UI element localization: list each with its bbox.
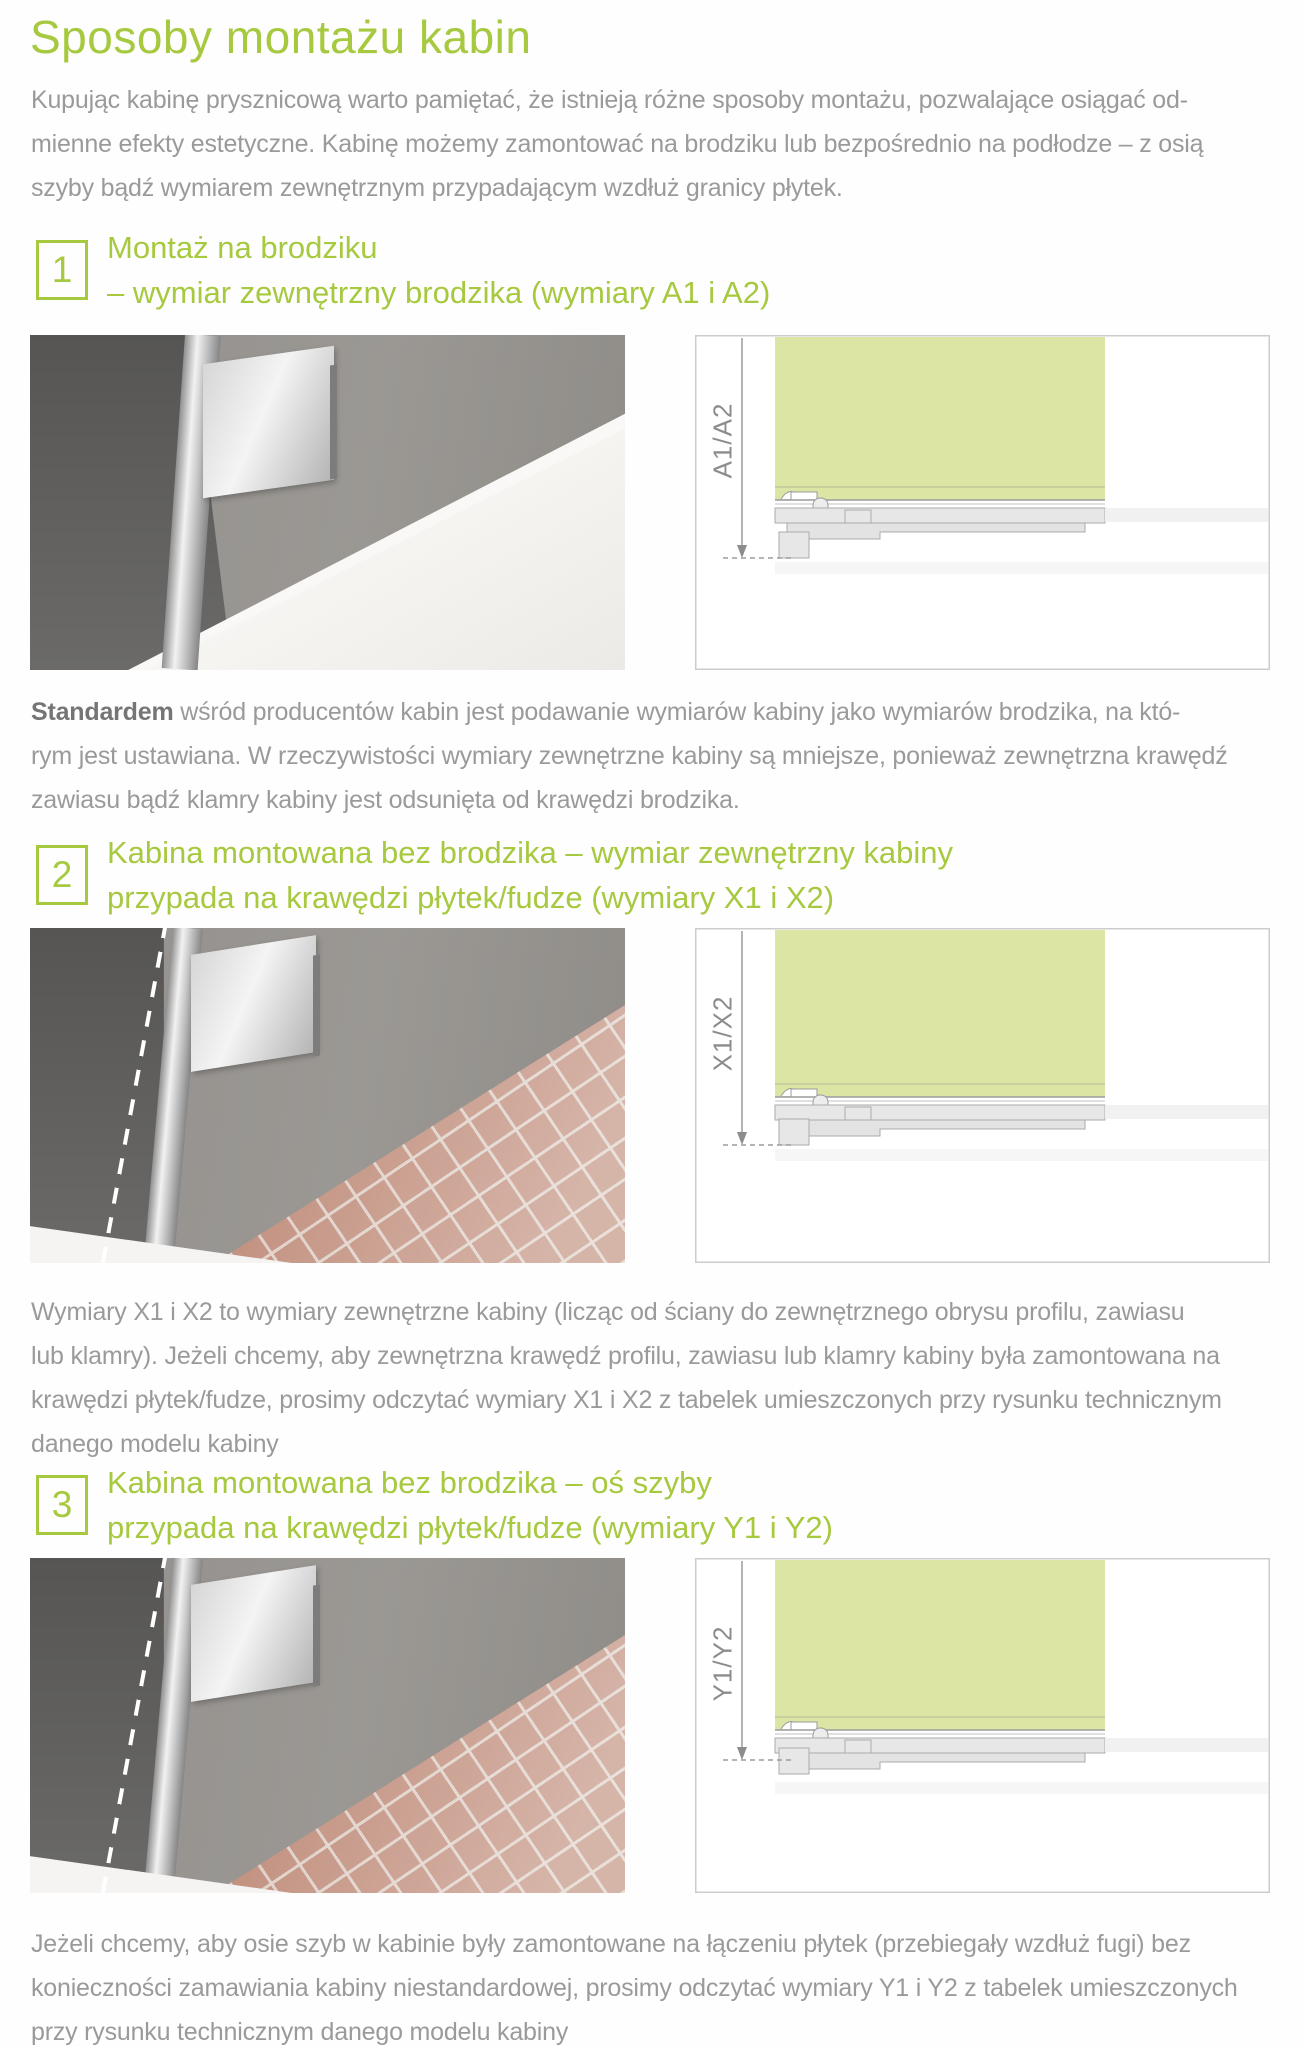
intro-line: mienne efekty estetyczne. Kabinę możemy zamontować na brodziku lub bezpośrednio na podłodze – z osią [31, 130, 1204, 158]
section-number: 3 [51, 1484, 73, 1525]
intro-line: szyby bądź wymiarem zewnętrznym przypadającym wzdłuż granicy płytek. [31, 174, 843, 202]
installation-diagram-x [695, 928, 1270, 1263]
heading-line: przypada na krawędzi płytek/fudze (wymiary X1 i X2) [107, 880, 835, 915]
section-3-note [31, 1922, 1281, 2046]
note-bold: Standardem [31, 698, 174, 726]
dimension-label-y1-y2: Y1/Y2 [707, 1625, 738, 1701]
section-2-diagram [695, 928, 1270, 1263]
section-2-note [31, 1290, 1281, 1466]
section-2-photo-tiled-floor [30, 928, 625, 1263]
dimension-label-x1-x2: X1/X2 [707, 995, 738, 1071]
section-1-number-box [36, 240, 88, 300]
note-line: Standardem wśród producentów kabin jest podawanie wymiarów kabiny jako wymiarów brodzika, na któ- [31, 698, 1181, 726]
heading-line: Kabina montowana bez brodzika – oś szyby [107, 1465, 712, 1500]
installation-diagram-y [695, 1558, 1270, 1893]
section-number: 2 [51, 854, 73, 895]
heading-line: Montaż na brodziku [107, 230, 378, 265]
intro-paragraph [31, 78, 1281, 210]
dimension-label-a1-a2: A1/A2 [707, 402, 738, 478]
intro-line: Kupując kabinę prysznicową warto pamiętać, że istnieją różne sposoby montażu, pozwalające osiągać od- [31, 86, 1188, 114]
note-line: danego modelu kabiny [31, 1430, 279, 1458]
section-1-photo-shower-tray [30, 335, 625, 670]
section-1-diagram [695, 335, 1270, 670]
note-line: Jeżeli chcemy, aby osie szyb w kabinie były zamontowane na łączeniu płytek (przebiegały wzdłuż fugi) bez [31, 1930, 1191, 1958]
heading-line: przypada na krawędzi płytek/fudze (wymiary Y1 i Y2) [107, 1510, 833, 1545]
note-line: przy rysunku technicznym danego modelu kabiny [31, 2018, 569, 2046]
section-3-diagram [695, 1558, 1270, 1893]
section-3-number-box [36, 1475, 88, 1535]
note-line: konieczności zamawiania kabiny niestandardowej, prosimy odczytać wymiary Y1 i Y2 z tabelek umieszczonych [31, 1974, 1238, 2002]
section-3-heading [107, 1460, 1107, 1550]
section-number: 1 [51, 249, 73, 290]
hinge-plate [203, 346, 334, 498]
section-1-note [31, 690, 1281, 822]
note-line: Wymiary X1 i X2 to wymiary zewnętrzne kabiny (licząc od ściany do zewnętrznego obrysu profilu, zawiasu [31, 1298, 1185, 1326]
note-line: krawędzi płytek/fudze, prosimy odczytać wymiary X1 i X2 z tabelek umieszczonych przy rysunku technicznym [31, 1386, 1222, 1414]
note-line: rym jest ustawiana. W rzeczywistości wymiary zewnętrzne kabiny są mniejsze, ponieważ zewnętrzna krawędź [31, 742, 1228, 770]
glass-edge [313, 1584, 320, 1686]
installation-diagram-a [695, 335, 1270, 670]
hinge-plate [191, 1565, 316, 1702]
note-line: zawiasu bądź klamry kabiny jest odsunięta od krawędzi brodzika. [31, 786, 740, 814]
glass-edge [330, 365, 337, 480]
glass-edge [313, 954, 320, 1056]
heading-line: Kabina montowana bez brodzika – wymiar zewnętrzny kabiny [107, 835, 954, 870]
page-title: Sposoby montażu kabin [30, 11, 532, 63]
section-3-photo-tiled-floor [30, 1558, 625, 1893]
section-2-heading [107, 830, 1107, 920]
hinge-plate [191, 935, 316, 1072]
section-1-heading [107, 225, 1107, 315]
section-2-number-box [36, 845, 88, 905]
heading-line: – wymiar zewnętrzny brodzika (wymiary A1 i A2) [107, 275, 771, 310]
note-line: lub klamry). Jeżeli chcemy, aby zewnętrzna krawędź profilu, zawiasu lub klamry kabiny była zamontowana na [31, 1342, 1220, 1370]
